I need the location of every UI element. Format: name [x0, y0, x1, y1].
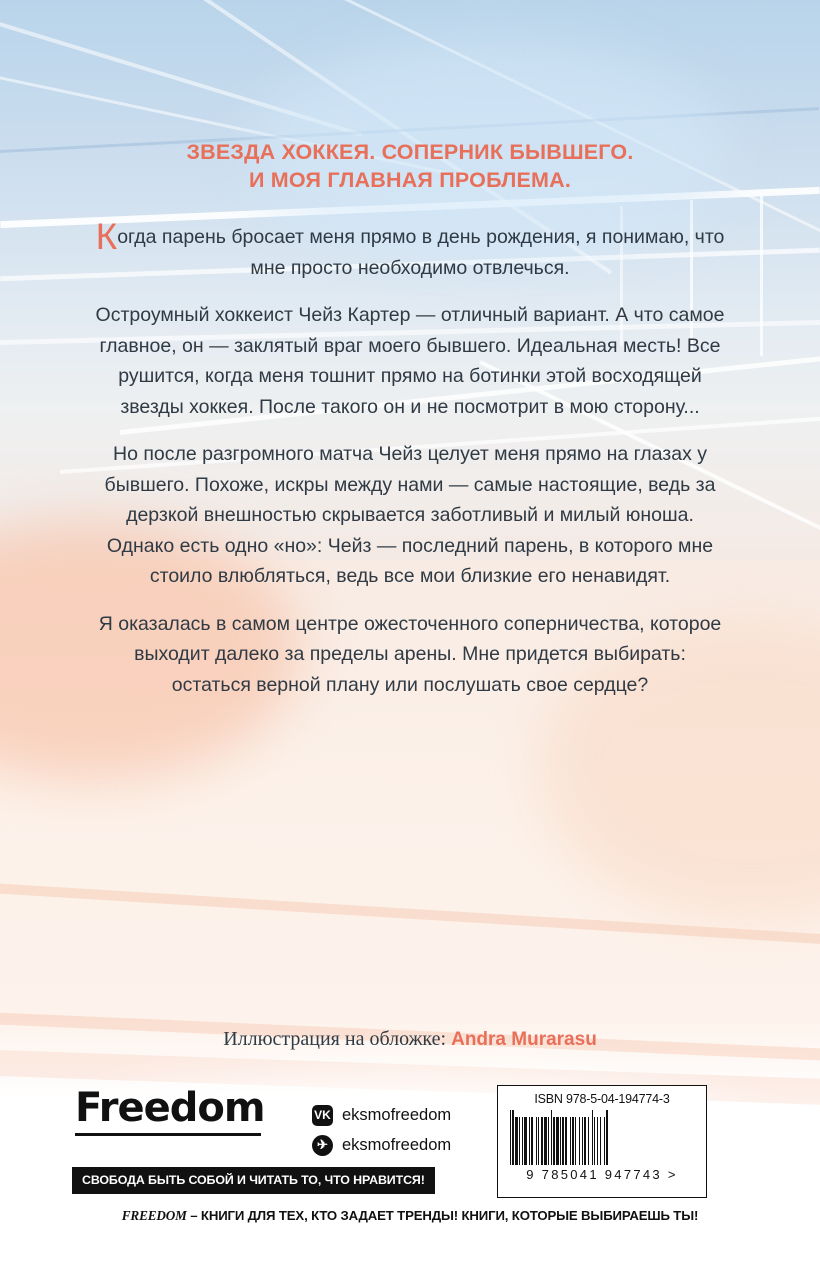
- headline-line-1: ЗВЕЗДА ХОККЕЯ. СОПЕРНИК БЫВШЕГО.: [186, 140, 634, 164]
- social-handles: [312, 1100, 451, 1160]
- publisher-logo-rest: reedom: [98, 1085, 265, 1131]
- drop-cap: К: [95, 216, 118, 257]
- illustrator-label: Иллюстрация на обложке:: [223, 1028, 447, 1050]
- publisher-slogan: СВОБОДА БЫТЬ СОБОЙ И ЧИТАТЬ ТО, ЧТО НРАВИТСЯ!: [72, 1167, 435, 1194]
- illustrator-name: Andra Murarasu: [451, 1029, 597, 1050]
- isbn-barcode-box: [497, 1085, 707, 1198]
- social-row-vk[interactable]: [312, 1100, 451, 1130]
- footer-tagline-rest: – КНИГИ ДЛЯ ТЕХ, КТО ЗАДАЕТ ТРЕНДЫ! КНИГИ, КОТОРЫЕ ВЫБИРАЕШЬ ТЫ!: [186, 1208, 699, 1223]
- blurb-paragraph-3: Но после разгромного матча Чейз целует меня прямо на глазах у бывшего. Похоже, искры между нами — самые настоящие, ведь за дерзкой внешностью скрывается заботливый и милый юноша. Однако есть одно «но»: Чейз — последний парень, в которого мне стоило влюбляться, ведь все мои близкие его ненавидят.: [104, 443, 716, 587]
- social-row-telegram[interactable]: [312, 1130, 451, 1160]
- cover-illustrator-credit: [60, 1028, 760, 1051]
- footer-tagline: [40, 1208, 780, 1224]
- blurb-text: [95, 216, 725, 700]
- vk-handle: eksmofreedom: [342, 1106, 452, 1124]
- isbn-digits: 9 785041 947743 >: [526, 1167, 678, 1182]
- blurb-paragraph-1: [95, 216, 725, 283]
- isbn-label: ISBN 978-5-04-194774-3: [534, 1092, 670, 1106]
- publisher-logo-underline: [75, 1133, 261, 1136]
- blurb-paragraph-1-rest: огда парень бросает меня прямо в день рождения, я понимаю, что мне просто необходимо отвлечься.: [117, 226, 725, 279]
- blurb-paragraph-4: Я оказалась в самом центре ожесточенного соперничества, которое выходит далеко за пределы арены. Мне придется выбирать: остаться верной плану или послушать свое сердце?: [98, 612, 722, 696]
- barcode-graphic: [510, 1110, 694, 1165]
- tagline-headline: [90, 138, 730, 194]
- blurb-paragraph-2: Остроумный хоккеист Чейз Картер — отличный вариант. А что самое главное, он — заклятый враг моего бывшего. Идеальная месть! Все рушится, когда меня тошнит прямо на ботинки этой восходящей звезды хоккея. После такого он и не посмотрит в мою сторону...: [95, 304, 725, 418]
- telegram-handle: eksmofreedom: [342, 1136, 452, 1154]
- telegram-icon: ✈: [312, 1135, 333, 1156]
- publisher-logo-first-letter: F: [75, 1085, 99, 1131]
- headline-line-2: И МОЯ ГЛАВНАЯ ПРОБЛЕМА.: [248, 168, 572, 192]
- vk-icon: VK: [312, 1105, 333, 1126]
- publisher-logo-text: [75, 1085, 275, 1131]
- footer-brand: FREEDOM: [121, 1208, 187, 1223]
- publisher-logo: [75, 1085, 275, 1136]
